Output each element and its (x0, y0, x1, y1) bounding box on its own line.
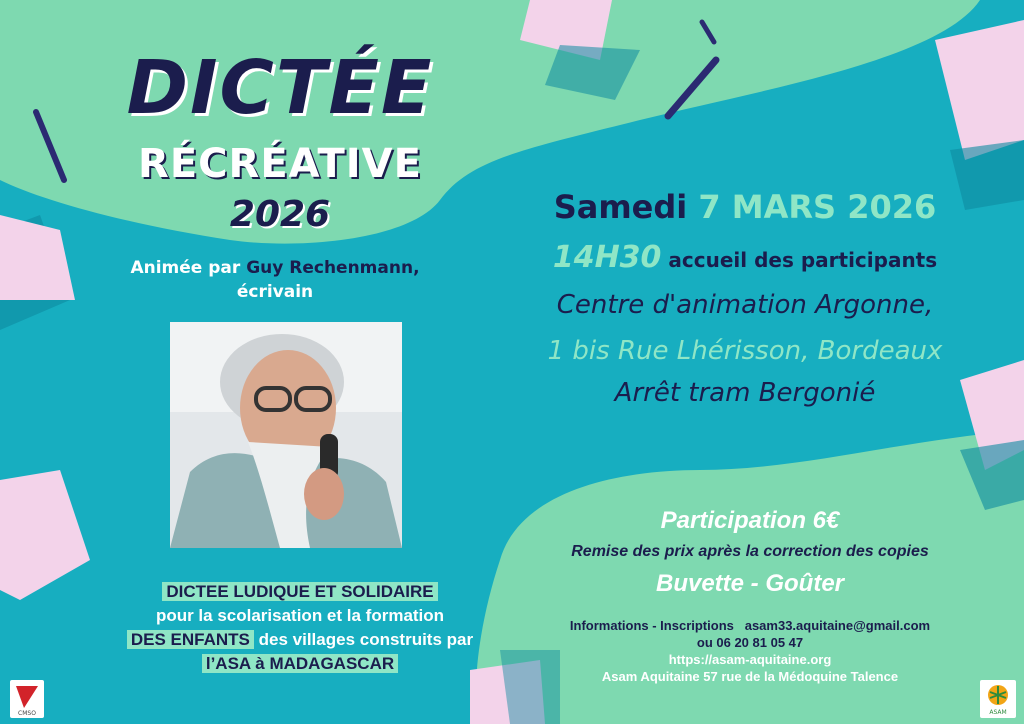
event-address: 1 bis Rue Lhérisson, Bordeaux (547, 336, 943, 366)
title-dictee: DICTÉE (126, 45, 434, 131)
cause-line4: l’ASA à MADAGASCAR (202, 654, 398, 673)
contact-phone: ou 06 20 81 05 47 (696, 635, 804, 650)
info-contact (520, 617, 980, 634)
event-date (510, 186, 980, 228)
event-time (510, 240, 980, 278)
event-day: Samedi (553, 188, 699, 226)
title-year: 2026 (229, 194, 331, 235)
info-label: Informations - Inscriptions (569, 618, 734, 633)
host-role: écrivain (236, 282, 314, 302)
cmso-logo (10, 680, 44, 718)
host-portrait-illustration (170, 322, 402, 548)
event-venue: Centre d'animation Argonne, (556, 290, 934, 320)
event-tram: Arrêt tram Bergonié (614, 378, 876, 408)
cause-children: DES ENFANTS (127, 630, 254, 649)
refreshments: Buvette - Goûter (655, 570, 844, 597)
participation-fee: Participation 6€ (660, 507, 840, 534)
contact-email[interactable]: asam33.aquitaine@gmail.com (744, 618, 931, 633)
cmso-logo-icon (10, 680, 44, 718)
event-date-value: 7 MARS 2026 (698, 188, 937, 226)
host-prefix: Animée par (130, 258, 247, 278)
host-name: Guy Rechenmann, (246, 258, 420, 278)
cause-description (110, 580, 490, 676)
website-link[interactable]: https://asam-aquitaine.org (668, 652, 832, 667)
prize-note: Remise des prix après la correction des copies (571, 543, 929, 560)
org-address: Asam Aquitaine 57 rue de la Médoquine Talence (601, 669, 899, 684)
title-recreative: RÉCRÉATIVE (138, 141, 422, 187)
host-photo (170, 322, 402, 548)
host-credit (110, 256, 440, 304)
asam-logo-text: ASAM (989, 709, 1007, 716)
cmso-logo-text: CMSO (18, 710, 36, 717)
event-time-desc: accueil des participants (661, 248, 938, 272)
asam-logo (980, 680, 1016, 718)
cause-line3: des villages construits par (253, 630, 474, 649)
event-time-value: 14H30 (552, 240, 662, 275)
cause-headline: DICTEE LUDIQUE ET SOLIDAIRE (162, 582, 437, 601)
asam-logo-icon (980, 680, 1016, 718)
cause-line2: pour la scolarisation et la formation (155, 606, 445, 625)
